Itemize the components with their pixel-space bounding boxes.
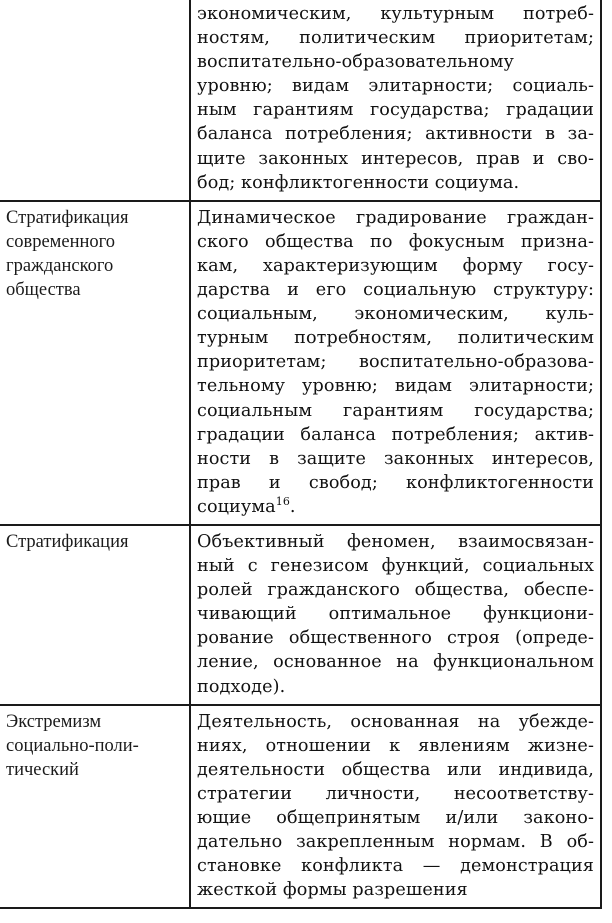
term-line: современного: [6, 231, 116, 252]
definition-line: социальным, экономическим, куль-: [197, 304, 594, 325]
term-line: гражданского: [6, 255, 114, 276]
definition-line: подходе).: [197, 676, 286, 697]
term-line: Экстремизм: [6, 711, 102, 732]
definition-line: приоритетам; воспитательно-образова-: [197, 352, 594, 373]
term-line: тический: [6, 759, 79, 780]
table-row: [0, 201, 601, 525]
definition-line: социальным гарантиям государства;: [197, 400, 594, 421]
definition-line: деятельности общества или индивида,: [197, 759, 594, 780]
definition-line: турным потребностям, политическим: [197, 328, 594, 349]
definition-cell: [190, 201, 601, 525]
table-row: [0, 0, 601, 201]
definition-line: дательно закрепленным нормам. В об-: [197, 832, 594, 853]
definition-line: ление, основанное на функциональном: [197, 652, 594, 673]
term-cell-empty: [0, 0, 190, 201]
definition-line: уровню; видам элитарности; социаль-: [197, 76, 594, 97]
definition-line: градации баланса потребления; актив-: [197, 424, 594, 445]
definition-line: экономическим, культурным потреб-: [197, 4, 594, 24]
definition-line: рование общественного строя (опреде-: [197, 628, 594, 649]
definition-line: Объективный феномен, взаимосвязан-: [197, 531, 594, 552]
definition-line: ности в защите законных интересов,: [197, 448, 594, 469]
definition-line: щите законных интересов, прав и сво-: [197, 148, 594, 169]
definition-line-with-footnote: [197, 495, 594, 519]
definition-line: тельному уровню; видам элитарности;: [197, 376, 594, 397]
term-cell: [0, 705, 190, 909]
definition-line: кам, характеризующим форму госу-: [197, 255, 594, 276]
definition-line: ющие общепринятым и/или законо-: [197, 808, 594, 828]
term-line: социально-поли-: [6, 735, 139, 756]
definition-line: стратегии личности, несоответству-: [197, 783, 594, 804]
definition-line: баланса потребления; активности в за-: [197, 124, 594, 145]
definition-line: прав и свобод; конфликтогенности: [197, 472, 594, 493]
definition-line: ниях, отношении к явлениям жизне-: [197, 735, 594, 756]
definition-line: ского общества по фокусным призна-: [197, 231, 594, 252]
term-cell: [0, 201, 190, 525]
term-line: общества: [6, 280, 81, 301]
definition-line: жесткой формы разрешения: [197, 880, 468, 901]
definition-line: ным гарантиям государства; градации: [197, 100, 594, 121]
table-row: [0, 705, 601, 909]
definition-line: ролей гражданского общества, обеспе-: [197, 580, 594, 601]
definition-line: Деятельность, основанная на убежде-: [197, 711, 594, 732]
definition-line: ностям, политическим приоритетам;: [197, 28, 594, 49]
definition-line: чивающий оптимальное функциони-: [197, 604, 594, 625]
definition-cell: [190, 705, 601, 909]
term-line: Стратификация: [6, 207, 129, 228]
definition-punctuation: .: [289, 496, 296, 517]
table-row: [0, 525, 601, 705]
definition-text: социума: [197, 496, 276, 517]
definition-line: воспитательно-образовательному: [197, 52, 514, 73]
definition-line: бод; конфликтогенности социума.: [197, 172, 520, 193]
footnote-marker[interactable]: 16: [275, 494, 290, 508]
definition-line: Динамическое градирование граждан-: [197, 207, 594, 228]
definition-line: дарства и его социальную структуру:: [197, 280, 594, 301]
definition-line: становке конфликта — демонстрация: [197, 856, 594, 877]
term-line: Стратификация: [6, 531, 129, 552]
definition-cell: [190, 525, 601, 705]
term-cell: [0, 525, 190, 705]
definition-line: ный с генезисом функций, социальных: [197, 556, 594, 577]
definition-cell: [190, 0, 601, 201]
